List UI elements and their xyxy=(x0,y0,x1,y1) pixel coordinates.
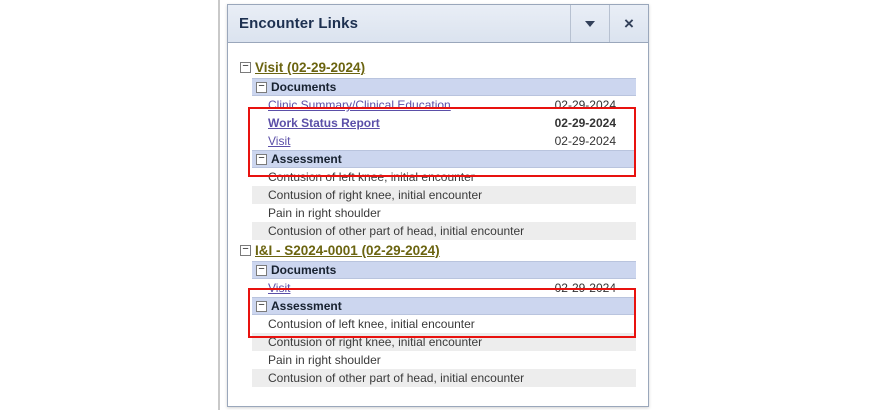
panel-body xyxy=(228,43,648,407)
document-date: 02-29-2024 xyxy=(554,98,616,112)
table-row xyxy=(252,222,636,240)
section-header-assessment[interactable] xyxy=(252,297,636,315)
table-row xyxy=(252,168,636,186)
assessment-name: Contusion of other part of head, initial encounter xyxy=(268,371,525,385)
encounter-group-header[interactable] xyxy=(236,57,636,78)
encounter-group-header[interactable] xyxy=(236,240,636,261)
table-row[interactable] xyxy=(252,114,636,132)
page-title: Encounter Links xyxy=(239,15,359,32)
collapse-button[interactable] xyxy=(570,5,609,42)
section-header-assessment[interactable] xyxy=(252,150,636,168)
assessment-name: Contusion of right knee, initial encounter xyxy=(268,335,483,349)
close-button[interactable] xyxy=(609,5,648,42)
encounter-group-label[interactable]: I&I - S2024-0001 (02-29-2024) xyxy=(255,243,440,258)
assessment-name: Pain in right shoulder xyxy=(268,353,381,367)
table-row xyxy=(252,351,636,369)
encounter-group-content xyxy=(252,78,636,240)
collapse-toggle-icon[interactable]: − xyxy=(256,82,267,93)
collapse-toggle-icon[interactable]: − xyxy=(256,301,267,312)
section-label: Assessment xyxy=(271,152,342,166)
section-label: Assessment xyxy=(271,299,342,313)
document-link[interactable]: Visit xyxy=(268,281,291,295)
section-label: Documents xyxy=(271,80,337,94)
encounter-group xyxy=(236,57,636,240)
section-header-documents[interactable] xyxy=(252,78,636,96)
collapse-toggle-icon[interactable]: − xyxy=(256,265,267,276)
document-date: 02-29-2024 xyxy=(554,281,616,295)
document-date: 02-29-2024 xyxy=(554,116,616,130)
collapse-toggle-icon[interactable]: − xyxy=(256,154,267,165)
table-row xyxy=(252,315,636,333)
encounter-tree xyxy=(236,57,636,387)
assessment-name: Pain in right shoulder xyxy=(268,206,381,220)
encounter-links-panel xyxy=(227,4,649,407)
chevron-down-icon xyxy=(585,21,595,27)
document-link[interactable]: Visit xyxy=(268,134,291,148)
encounter-group-content xyxy=(252,261,636,387)
collapse-toggle-icon[interactable]: − xyxy=(240,245,251,256)
assessment-name: Contusion of other part of head, initial encounter xyxy=(268,224,525,238)
table-row xyxy=(252,186,636,204)
section-header-documents[interactable] xyxy=(252,261,636,279)
assessment-name: Contusion of left knee, initial encounter xyxy=(268,317,475,331)
panel-header xyxy=(228,5,648,43)
close-icon: × xyxy=(624,13,634,33)
assessment-name: Contusion of right knee, initial encounter xyxy=(268,188,483,202)
page-background-right xyxy=(664,0,890,410)
table-row xyxy=(252,369,636,387)
table-row xyxy=(252,204,636,222)
page-background-left xyxy=(0,0,218,410)
document-link[interactable]: Work Status Report xyxy=(268,116,380,130)
table-row[interactable] xyxy=(252,96,636,114)
table-row[interactable] xyxy=(252,279,636,297)
encounter-group xyxy=(236,240,636,387)
collapse-toggle-icon[interactable]: − xyxy=(240,62,251,73)
document-link[interactable]: Clinic Summary/Clinical Education xyxy=(268,98,451,112)
page-divider-left xyxy=(218,0,220,410)
table-row xyxy=(252,333,636,351)
assessment-name: Contusion of left knee, initial encounter xyxy=(268,170,475,184)
encounter-group-label[interactable]: Visit (02-29-2024) xyxy=(255,60,366,75)
document-date: 02-29-2024 xyxy=(554,134,616,148)
table-row[interactable] xyxy=(252,132,636,150)
section-label: Documents xyxy=(271,263,337,277)
